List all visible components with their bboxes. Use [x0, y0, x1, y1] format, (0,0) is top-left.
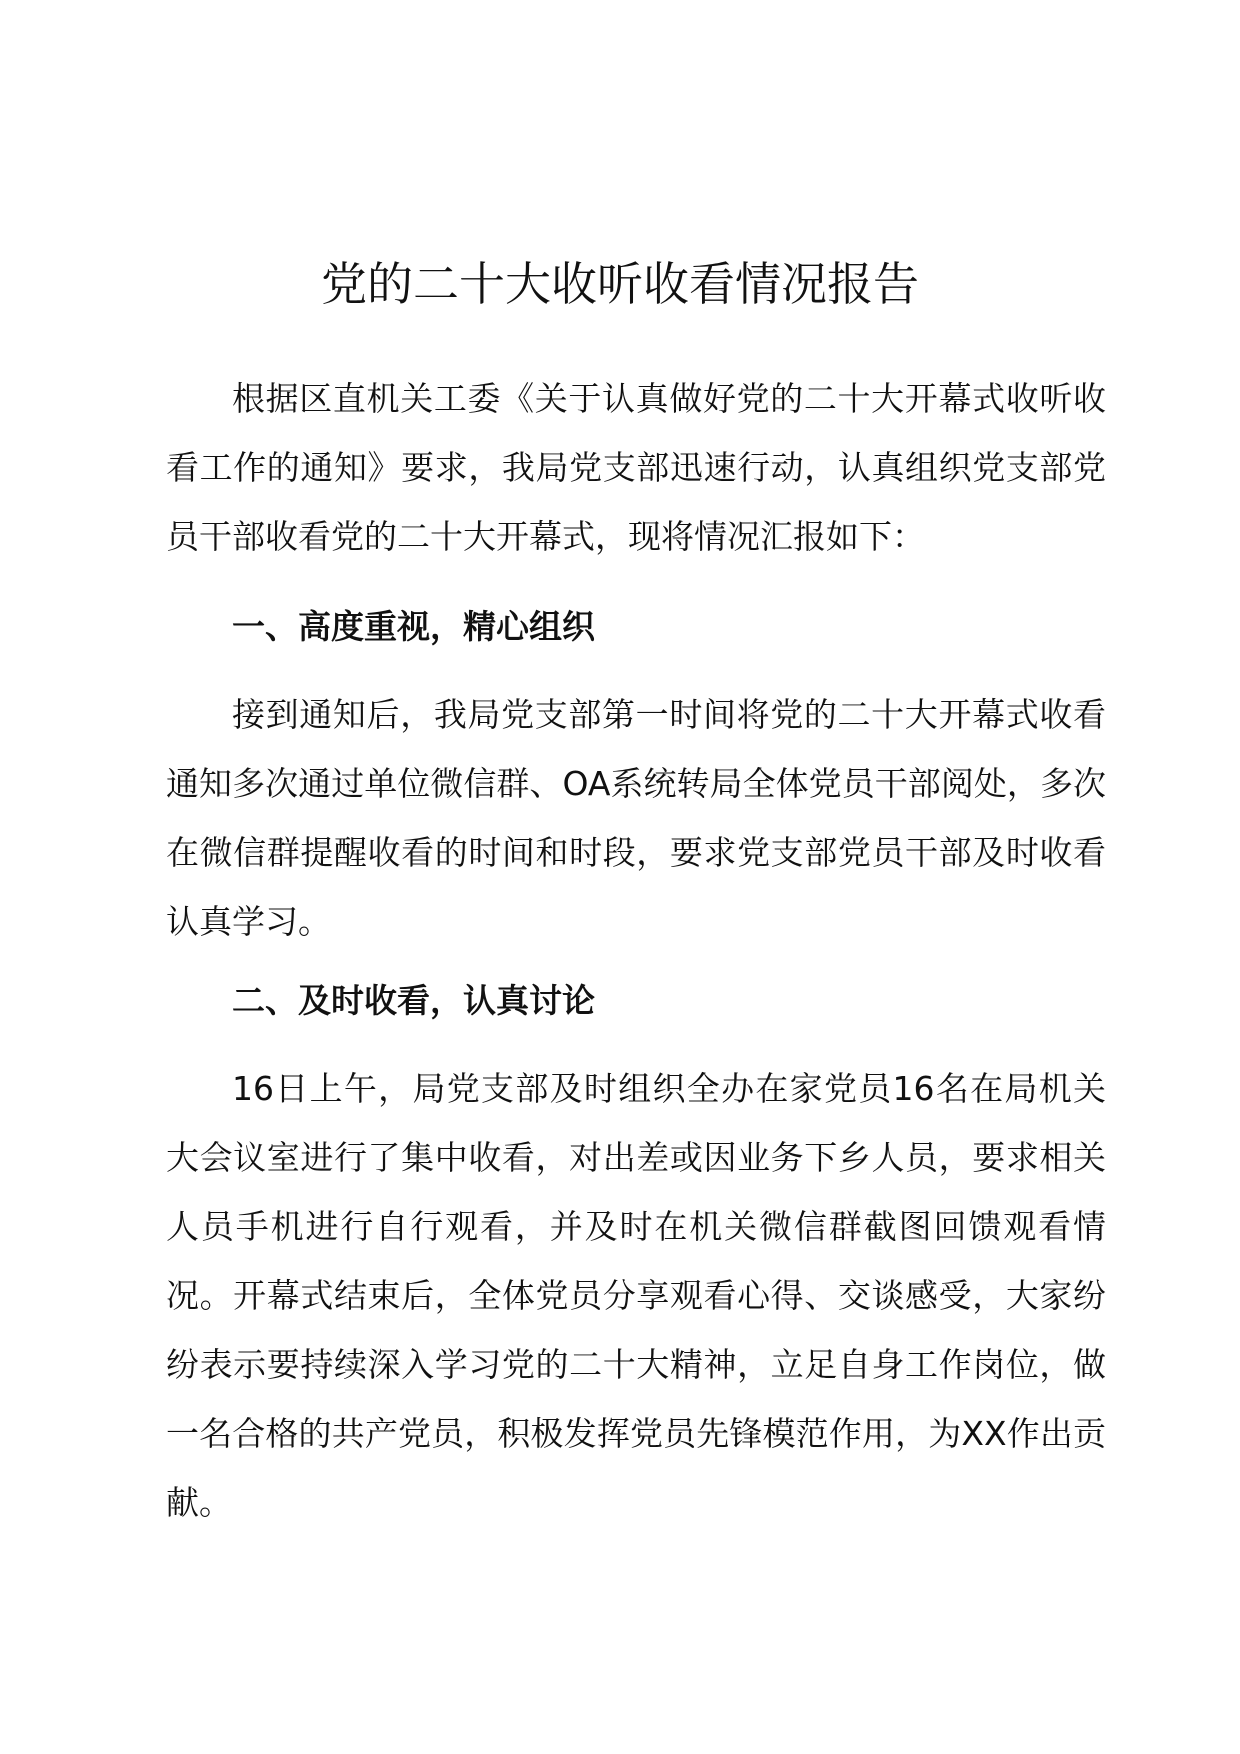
section-heading-1: 一、高度重视，精心组织 [232, 607, 595, 646]
intro-paragraph: 根据区直机关工委《关于认真做好党的二十大开幕式收听收看工作的通知》要求，我局党支部迅速行动，认真组织党支部党员干部收看党的二十大开幕式，现将情况汇报如下： [166, 379, 1106, 556]
document-title: 党的二十大收听收看情况报告 [321, 257, 919, 311]
section-heading-2: 二、及时收看，认真讨论 [232, 981, 595, 1020]
section-body-2: 16日上午，局党支部及时组织全办在家党员16名在局机关大会议室进行了集中收看，对出差或因业务下乡人员，要求相关人员手机进行自行观看，并及时在机关微信群截图回馈观看情况。开幕式结束后，全体党员分享观看心得、交谈感受，大家纷纷表示要持续深入学习党的二十大精神，立足自身工作岗位，做一名合格的共产党员，积极发挥党员先锋模范作用，为XX作出贡献。 [166, 1069, 1106, 1522]
section-body-1: 接到通知后，我局党支部第一时间将党的二十大开幕式收看通知多次通过单位微信群、OA系统转局全体党员干部阅处，多次在微信群提醒收看的时间和时段，要求党支部党员干部及时收看认真学习。 [166, 695, 1106, 941]
